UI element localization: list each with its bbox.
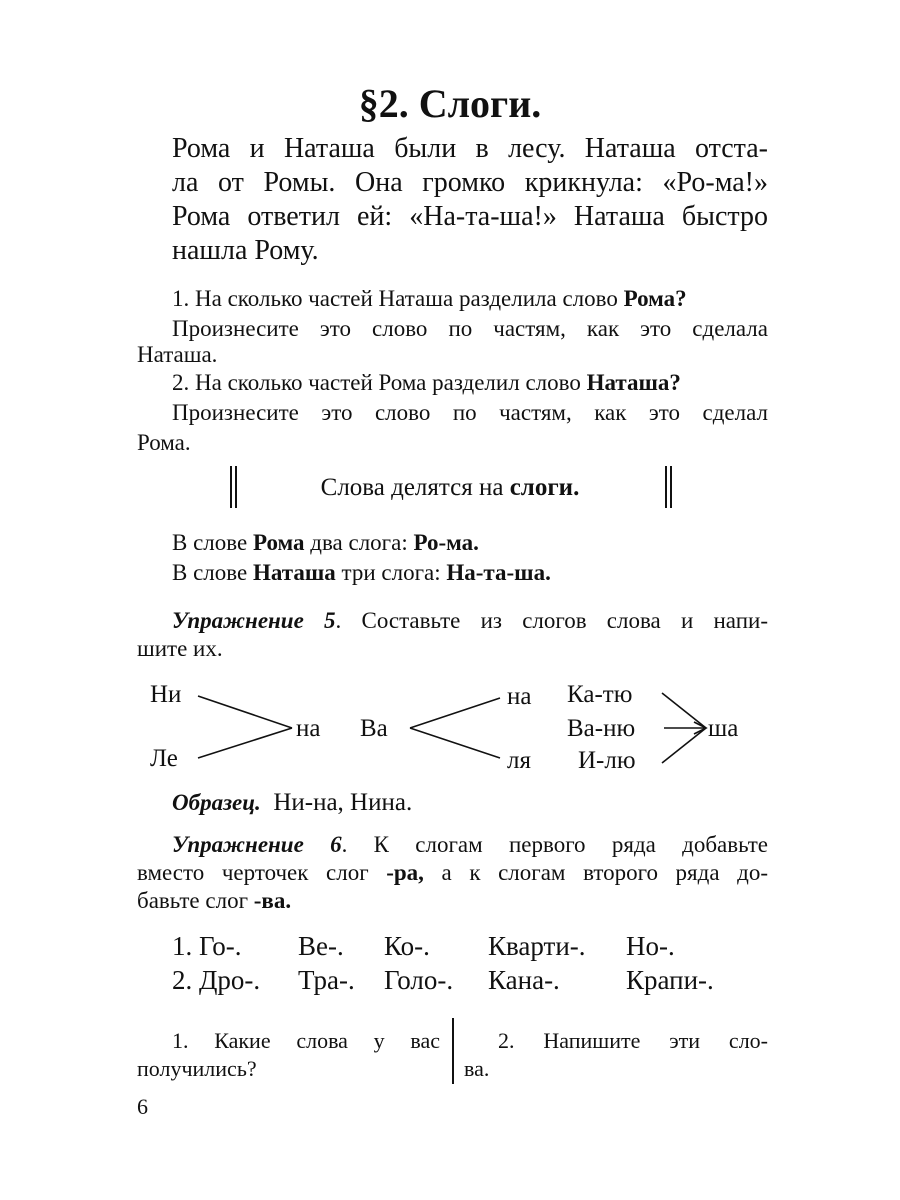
syllable-na-2: на [507,683,532,710]
syllable-ilyu: И-лю [578,747,636,774]
exercise-5-text: . Составьте из слогов слова и напи- [335,608,768,633]
row-2-item-2: Тра-. [298,965,355,995]
exercise-6-label: Упражнение 6 [172,832,342,857]
row-1-item-5: Но-. [626,931,675,961]
connector-ni-na [198,696,292,728]
syllable-vanyu: Ва-ню [567,715,636,742]
question-1-line-2: Произнесите это слово по частям, как это сделала [172,316,768,341]
final-question-left-line-2: получились? [137,1056,257,1081]
row-2-item-4: Кана-. [488,965,560,995]
question-2-line-3: Рома. [137,430,191,455]
story-line-4: нашла Рому. [172,235,319,266]
connector-ilyu-sha [662,728,706,763]
row-2-item-5: Крапи-. [626,965,714,995]
story-line-3: Рома ответил ей: «На-та-ша!» Наташа быстро [172,201,768,232]
story-line-2: ла от Ромы. Она громко крикнула: «Ро-ма!» [172,167,768,198]
question-2-word: Наташа? [586,370,681,395]
connector-le-na [198,728,292,758]
example-natasha-split: На-та-ша. [446,560,551,585]
syllable-le: Ле [150,745,178,772]
example-roma-b: два слога: [304,530,414,555]
exercise-6-line-3-a: бавьте слог [137,888,254,913]
example-natasha-a: В слове [172,560,253,585]
exercise-6-line-1 [172,830,768,860]
story-line-1: Рома и Наташа были в лесу. Наташа отста- [172,133,768,164]
exercise-6-line-2-a: вместо черточек слог [137,860,387,885]
column-divider [452,1018,454,1084]
syllable-sha: ша [708,715,739,742]
page-number: 6 [137,1094,148,1119]
row-1-item-2: Ве-. [298,931,344,961]
exercise-6-suffix-ra: -ра, [386,860,424,885]
exercise-6-line-3 [137,886,291,916]
example-roma-word: Рома [252,530,305,555]
exercise-5-line-2: шите их. [137,636,223,661]
example-natasha-word: Наташа [252,560,336,585]
syllable-na-1: на [296,715,321,742]
example-roma-a: В слове [172,530,253,555]
row-2-item-1: 2. Дро-. [172,965,261,995]
question-2-line-2: Произнесите это слово по частям, как это сделал [172,400,768,425]
question-1-word: Рома? [623,286,687,311]
exercise-6-suffix-va: -ва. [253,888,292,913]
question-1-text: 1. На сколько частей Наташа разделила слово [172,286,624,311]
sample-text: Ни-на, Нина. [273,789,413,816]
section-title: §2. Слоги. [358,81,542,126]
connector-katyu-sha [662,693,706,728]
example-natasha-b: три слога: [335,560,447,585]
rule-text: Слова делятся на [320,474,510,501]
rule-bold: слоги. [509,474,580,501]
exercise-6-line-2 [137,858,768,888]
example-roma-split: Ро-ма. [413,530,479,555]
sample-label: Образец. [172,790,261,815]
row-1-item-1: 1. Го-. [172,931,242,961]
final-question-right-line-1: 2. Напишите эти сло- [498,1028,768,1053]
exercise-5-sample [172,788,412,818]
row-1-item-4: Кварти-. [488,931,586,961]
syllable-lya: ля [507,747,531,774]
final-question-left-line-1: 1. Какие слова у вас [172,1028,440,1053]
row-2-item-3: Голо-. [384,965,454,995]
exercise-6-text: . К слогам первого ряда добавьте [341,832,768,857]
row-1-item-3: Ко-. [384,931,430,961]
question-1-line-3: Наташа. [137,342,218,367]
syllable-katyu: Ка-тю [567,681,633,708]
exercise-6-line-2-b: а к слогам второго ряда до- [423,860,768,885]
exercise-5-label: Упражнение 5 [172,608,336,633]
question-2-text: 2. На сколько частей Рома разделил слово [172,370,587,395]
final-question-right-line-2: ва. [464,1056,490,1081]
syllable-ni: Ни [150,681,182,708]
syllable-va: Ва [360,715,388,742]
connector-lya-va [410,728,500,758]
connector-na-va [410,698,500,728]
